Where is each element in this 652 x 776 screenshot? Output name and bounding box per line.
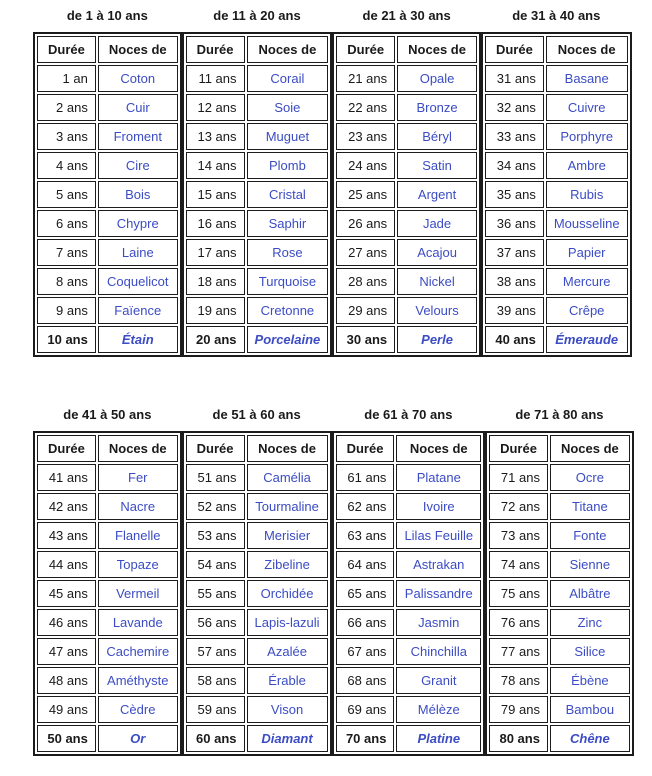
anniversary-name-cell: Zinc <box>550 609 630 636</box>
duration-cell: 45 ans <box>37 580 96 607</box>
duration-cell: 44 ans <box>37 551 96 578</box>
anniversary-name-cell: Bronze <box>397 94 477 121</box>
table-row <box>336 696 482 723</box>
table-row <box>37 725 178 752</box>
duration-cell: 6 ans <box>37 210 96 237</box>
table-row <box>37 522 178 549</box>
table-row <box>336 638 482 665</box>
duration-cell: 52 ans <box>186 493 245 520</box>
anniversary-name-cell: Zibeline <box>247 551 328 578</box>
table-row <box>186 123 329 150</box>
table-row <box>489 493 630 520</box>
duration-cell: 31 ans <box>485 65 544 92</box>
duration-cell: 12 ans <box>186 94 245 121</box>
anniversary-name-cell: Cachemire <box>98 638 178 665</box>
anniversary-name-cell: Sienne <box>550 551 630 578</box>
anniversary-name-cell: Silice <box>550 638 630 665</box>
table-title: de 61 à 70 ans <box>364 407 453 422</box>
duration-cell: 27 ans <box>336 239 395 266</box>
table-row <box>186 725 328 752</box>
table-row <box>37 210 178 237</box>
duration-cell: 32 ans <box>485 94 544 121</box>
anniversary-name-cell: Froment <box>98 123 178 150</box>
duration-cell: 46 ans <box>37 609 96 636</box>
anniversary-name-cell: Topaze <box>98 551 178 578</box>
duration-cell: 26 ans <box>336 210 395 237</box>
anniversary-name-cell: Palissandre <box>396 580 481 607</box>
table-row <box>37 551 178 578</box>
column-header-duration: Durée <box>336 435 395 462</box>
table-row <box>485 268 628 295</box>
anniversary-name-cell: Ambre <box>546 152 628 179</box>
anniversary-name-cell: Bois <box>98 181 178 208</box>
duration-cell: 73 ans <box>489 522 548 549</box>
anniversary-name-cell: Nickel <box>397 268 477 295</box>
duration-cell: 79 ans <box>489 696 548 723</box>
column-header-duration: Durée <box>37 435 96 462</box>
duration-cell: 20 ans <box>186 326 245 353</box>
header-row <box>489 435 630 462</box>
anniversary-name-cell: Corail <box>247 65 329 92</box>
duration-cell: 22 ans <box>336 94 395 121</box>
duration-cell: 15 ans <box>186 181 245 208</box>
duration-cell: 14 ans <box>186 152 245 179</box>
table-row <box>336 522 482 549</box>
table-row <box>37 297 178 324</box>
table-header <box>336 36 477 63</box>
table-row <box>489 551 630 578</box>
table-row <box>485 297 628 324</box>
duration-cell: 23 ans <box>336 123 395 150</box>
anniversary-name-cell: Laine <box>98 239 178 266</box>
table-row <box>485 181 628 208</box>
anniversary-name-cell: Fer <box>98 464 178 491</box>
table-row <box>186 152 329 179</box>
duration-cell: 11 ans <box>186 65 245 92</box>
anniversary-name-cell: Or <box>98 725 178 752</box>
column-header-duration: Durée <box>186 435 245 462</box>
table-row <box>186 493 328 520</box>
table-row <box>336 210 477 237</box>
anniversary-name-cell: Mercure <box>546 268 628 295</box>
anniversary-name-cell: Cire <box>98 152 178 179</box>
duration-cell: 58 ans <box>186 667 245 694</box>
table-header <box>336 435 482 462</box>
table-row <box>336 609 482 636</box>
table-row <box>336 152 477 179</box>
anniversary-name-cell: Saphir <box>247 210 329 237</box>
anniversary-table-block <box>33 407 182 756</box>
duration-cell: 69 ans <box>336 696 395 723</box>
header-row <box>186 435 328 462</box>
duration-cell: 10 ans <box>37 326 96 353</box>
anniversary-table <box>33 431 182 756</box>
table-row <box>336 123 477 150</box>
table-header <box>186 435 328 462</box>
anniversary-name-cell: Jasmin <box>396 609 481 636</box>
table-row <box>336 268 477 295</box>
anniversary-name-cell: Basane <box>546 65 628 92</box>
anniversary-name-cell: Turquoise <box>247 268 329 295</box>
table-row <box>489 522 630 549</box>
table-title: de 1 à 10 ans <box>66 8 148 23</box>
column-header-name: Noces de <box>98 435 178 462</box>
anniversary-name-cell: Diamant <box>247 725 328 752</box>
anniversary-name-cell: Rubis <box>546 181 628 208</box>
duration-cell: 57 ans <box>186 638 245 665</box>
column-header-name: Noces de <box>396 435 481 462</box>
anniversary-name-cell: Chinchilla <box>396 638 481 665</box>
anniversary-name-cell: Crêpe <box>546 297 628 324</box>
table-row <box>485 239 628 266</box>
table-row <box>485 94 628 121</box>
duration-cell: 8 ans <box>37 268 96 295</box>
anniversary-name-cell: Érable <box>247 667 328 694</box>
table-title: de 31 à 40 ans <box>512 8 601 23</box>
duration-cell: 48 ans <box>37 667 96 694</box>
duration-cell: 75 ans <box>489 580 548 607</box>
table-row <box>489 696 630 723</box>
duration-cell: 60 ans <box>186 725 245 752</box>
duration-cell: 19 ans <box>186 297 245 324</box>
table-row <box>37 268 178 295</box>
table-row <box>336 94 477 121</box>
duration-cell: 24 ans <box>336 152 395 179</box>
duration-cell: 3 ans <box>37 123 96 150</box>
table-row <box>336 239 477 266</box>
duration-cell: 39 ans <box>485 297 544 324</box>
table-row <box>485 210 628 237</box>
duration-cell: 41 ans <box>37 464 96 491</box>
anniversary-name-cell: Titane <box>550 493 630 520</box>
header-row <box>186 36 329 63</box>
table-row <box>186 580 328 607</box>
anniversary-name-cell: Cuir <box>98 94 178 121</box>
anniversary-table-block <box>33 8 182 357</box>
table-title: de 41 à 50 ans <box>63 407 152 422</box>
anniversary-name-cell: Cèdre <box>98 696 178 723</box>
anniversary-name-cell: Merisier <box>247 522 328 549</box>
table-row <box>37 667 178 694</box>
duration-cell: 78 ans <box>489 667 548 694</box>
duration-cell: 37 ans <box>485 239 544 266</box>
duration-cell: 30 ans <box>336 326 395 353</box>
table-row <box>186 268 329 295</box>
anniversary-name-cell: Azalée <box>247 638 328 665</box>
anniversary-table <box>332 431 486 756</box>
anniversary-name-cell: Bambou <box>550 696 630 723</box>
table-row <box>37 94 178 121</box>
anniversary-name-cell: Ocre <box>550 464 630 491</box>
anniversary-name-cell: Cuivre <box>546 94 628 121</box>
anniversary-name-cell: Jade <box>397 210 477 237</box>
duration-cell: 55 ans <box>186 580 245 607</box>
table-title: de 11 à 20 ans <box>213 8 301 23</box>
table-header <box>485 36 628 63</box>
table-row <box>489 638 630 665</box>
column-header-name: Noces de <box>550 435 630 462</box>
table-row <box>489 464 630 491</box>
column-header-name: Noces de <box>247 435 328 462</box>
duration-cell: 1 an <box>37 65 96 92</box>
anniversary-name-cell: Chypre <box>98 210 178 237</box>
column-header-duration: Durée <box>336 36 395 63</box>
table-title: de 51 à 60 ans <box>212 407 301 422</box>
header-row <box>37 435 178 462</box>
anniversary-table <box>182 431 332 756</box>
anniversary-name-cell: Platine <box>396 725 481 752</box>
anniversary-name-cell: Mélèze <box>396 696 481 723</box>
table-row <box>186 65 329 92</box>
anniversary-name-cell: Vermeil <box>98 580 178 607</box>
anniversary-table-block <box>332 407 486 756</box>
header-row <box>485 36 628 63</box>
duration-cell: 40 ans <box>485 326 544 353</box>
column-header-name: Noces de <box>98 36 178 63</box>
table-row <box>336 580 482 607</box>
duration-cell: 47 ans <box>37 638 96 665</box>
table-row <box>186 181 329 208</box>
anniversary-name-cell: Astrakan <box>396 551 481 578</box>
duration-cell: 4 ans <box>37 152 96 179</box>
anniversary-name-cell: Nacre <box>98 493 178 520</box>
table-row <box>336 65 477 92</box>
anniversary-name-cell: Velours <box>397 297 477 324</box>
duration-cell: 18 ans <box>186 268 245 295</box>
tables-row-1 <box>33 8 625 357</box>
table-row <box>186 464 328 491</box>
duration-cell: 49 ans <box>37 696 96 723</box>
anniversary-table-block <box>182 407 332 756</box>
anniversary-table-block <box>182 8 333 357</box>
duration-cell: 63 ans <box>336 522 395 549</box>
anniversary-name-cell: Cretonne <box>247 297 329 324</box>
anniversary-name-cell: Platane <box>396 464 481 491</box>
column-header-name: Noces de <box>247 36 329 63</box>
table-row <box>37 464 178 491</box>
duration-cell: 33 ans <box>485 123 544 150</box>
duration-cell: 42 ans <box>37 493 96 520</box>
anniversary-name-cell: Coquelicot <box>98 268 178 295</box>
table-title: de 21 à 30 ans <box>362 8 451 23</box>
anniversary-name-cell: Acajou <box>397 239 477 266</box>
anniversary-name-cell: Perle <box>397 326 477 353</box>
duration-cell: 68 ans <box>336 667 395 694</box>
duration-cell: 66 ans <box>336 609 395 636</box>
table-row <box>336 297 477 324</box>
duration-cell: 9 ans <box>37 297 96 324</box>
anniversary-table <box>33 32 182 357</box>
table-row <box>336 326 477 353</box>
table-row <box>485 123 628 150</box>
table-row <box>37 638 178 665</box>
table-header <box>37 435 178 462</box>
column-header-duration: Durée <box>485 36 544 63</box>
anniversary-name-cell: Béryl <box>397 123 477 150</box>
table-title: de 71 à 80 ans <box>515 407 604 422</box>
duration-cell: 34 ans <box>485 152 544 179</box>
duration-cell: 50 ans <box>37 725 96 752</box>
table-row <box>37 65 178 92</box>
anniversary-table <box>332 32 481 357</box>
table-row <box>186 297 329 324</box>
column-header-name: Noces de <box>546 36 628 63</box>
anniversary-table <box>485 431 634 756</box>
duration-cell: 59 ans <box>186 696 245 723</box>
header-row <box>336 435 482 462</box>
table-row <box>186 551 328 578</box>
table-row <box>336 667 482 694</box>
anniversary-name-cell: Rose <box>247 239 329 266</box>
column-header-name: Noces de <box>397 36 477 63</box>
duration-cell: 62 ans <box>336 493 395 520</box>
anniversary-name-cell: Orchidée <box>247 580 328 607</box>
duration-cell: 71 ans <box>489 464 548 491</box>
anniversary-name-cell: Ébène <box>550 667 630 694</box>
anniversary-name-cell: Soie <box>247 94 329 121</box>
anniversary-name-cell: Lavande <box>98 609 178 636</box>
table-row <box>485 326 628 353</box>
header-row <box>336 36 477 63</box>
duration-cell: 77 ans <box>489 638 548 665</box>
duration-cell: 7 ans <box>37 239 96 266</box>
column-header-duration: Durée <box>186 36 245 63</box>
table-row <box>186 609 328 636</box>
duration-cell: 65 ans <box>336 580 395 607</box>
anniversary-name-cell: Flanelle <box>98 522 178 549</box>
table-row <box>489 609 630 636</box>
table-row <box>336 181 477 208</box>
anniversary-name-cell: Porphyre <box>546 123 628 150</box>
anniversary-name-cell: Émeraude <box>546 326 628 353</box>
table-row <box>485 65 628 92</box>
duration-cell: 5 ans <box>37 181 96 208</box>
anniversary-table-block <box>481 8 632 357</box>
anniversary-table <box>481 32 632 357</box>
anniversary-table-block <box>332 8 481 357</box>
table-row <box>336 493 482 520</box>
anniversary-name-cell: Argent <box>397 181 477 208</box>
table-row <box>186 94 329 121</box>
duration-cell: 21 ans <box>336 65 395 92</box>
table-header <box>37 36 178 63</box>
table-row <box>489 580 630 607</box>
table-row <box>186 210 329 237</box>
duration-cell: 54 ans <box>186 551 245 578</box>
duration-cell: 67 ans <box>336 638 395 665</box>
duration-cell: 53 ans <box>186 522 245 549</box>
duration-cell: 80 ans <box>489 725 548 752</box>
table-row <box>186 522 328 549</box>
table-row <box>37 152 178 179</box>
table-row <box>186 239 329 266</box>
anniversary-name-cell: Granit <box>396 667 481 694</box>
duration-cell: 13 ans <box>186 123 245 150</box>
column-header-duration: Durée <box>37 36 96 63</box>
table-row <box>489 725 630 752</box>
duration-cell: 36 ans <box>485 210 544 237</box>
anniversary-name-cell: Opale <box>397 65 477 92</box>
anniversary-table <box>182 32 333 357</box>
duration-cell: 25 ans <box>336 181 395 208</box>
table-row <box>37 493 178 520</box>
anniversary-table-block <box>485 407 634 756</box>
duration-cell: 72 ans <box>489 493 548 520</box>
anniversary-name-cell: Vison <box>247 696 328 723</box>
anniversary-name-cell: Améthyste <box>98 667 178 694</box>
table-row <box>336 464 482 491</box>
table-row <box>186 326 329 353</box>
table-row <box>489 667 630 694</box>
table-row <box>186 667 328 694</box>
table-row <box>186 696 328 723</box>
anniversary-name-cell: Tourmaline <box>247 493 328 520</box>
table-row <box>336 551 482 578</box>
table-row <box>485 152 628 179</box>
table-header <box>186 36 329 63</box>
anniversary-name-cell: Cristal <box>247 181 329 208</box>
table-row <box>37 123 178 150</box>
duration-cell: 70 ans <box>336 725 395 752</box>
anniversary-name-cell: Faïence <box>98 297 178 324</box>
duration-cell: 2 ans <box>37 94 96 121</box>
table-row <box>37 609 178 636</box>
anniversary-name-cell: Muguet <box>247 123 329 150</box>
anniversary-name-cell: Papier <box>546 239 628 266</box>
duration-cell: 38 ans <box>485 268 544 295</box>
tables-row-2 <box>33 407 625 756</box>
table-row <box>37 326 178 353</box>
table-header <box>489 435 630 462</box>
anniversary-name-cell: Porcelaine <box>247 326 329 353</box>
anniversary-name-cell: Plomb <box>247 152 329 179</box>
duration-cell: 64 ans <box>336 551 395 578</box>
table-row <box>37 239 178 266</box>
anniversary-name-cell: Ivoire <box>396 493 481 520</box>
column-header-duration: Durée <box>489 435 548 462</box>
anniversary-name-cell: Chêne <box>550 725 630 752</box>
duration-cell: 28 ans <box>336 268 395 295</box>
table-row <box>37 696 178 723</box>
duration-cell: 61 ans <box>336 464 395 491</box>
duration-cell: 74 ans <box>489 551 548 578</box>
header-row <box>37 36 178 63</box>
anniversary-name-cell: Lapis-lazuli <box>247 609 328 636</box>
table-row <box>37 181 178 208</box>
anniversary-name-cell: Étain <box>98 326 178 353</box>
anniversary-name-cell: Albâtre <box>550 580 630 607</box>
duration-cell: 16 ans <box>186 210 245 237</box>
duration-cell: 35 ans <box>485 181 544 208</box>
anniversary-name-cell: Coton <box>98 65 178 92</box>
anniversary-name-cell: Fonte <box>550 522 630 549</box>
anniversary-name-cell: Satin <box>397 152 477 179</box>
duration-cell: 43 ans <box>37 522 96 549</box>
table-row <box>37 580 178 607</box>
duration-cell: 56 ans <box>186 609 245 636</box>
anniversary-name-cell: Lilas Feuille <box>396 522 481 549</box>
duration-cell: 51 ans <box>186 464 245 491</box>
duration-cell: 76 ans <box>489 609 548 636</box>
table-row <box>336 725 482 752</box>
anniversary-name-cell: Mousseline <box>546 210 628 237</box>
duration-cell: 17 ans <box>186 239 245 266</box>
table-row <box>186 638 328 665</box>
duration-cell: 29 ans <box>336 297 395 324</box>
anniversary-name-cell: Camélia <box>247 464 328 491</box>
